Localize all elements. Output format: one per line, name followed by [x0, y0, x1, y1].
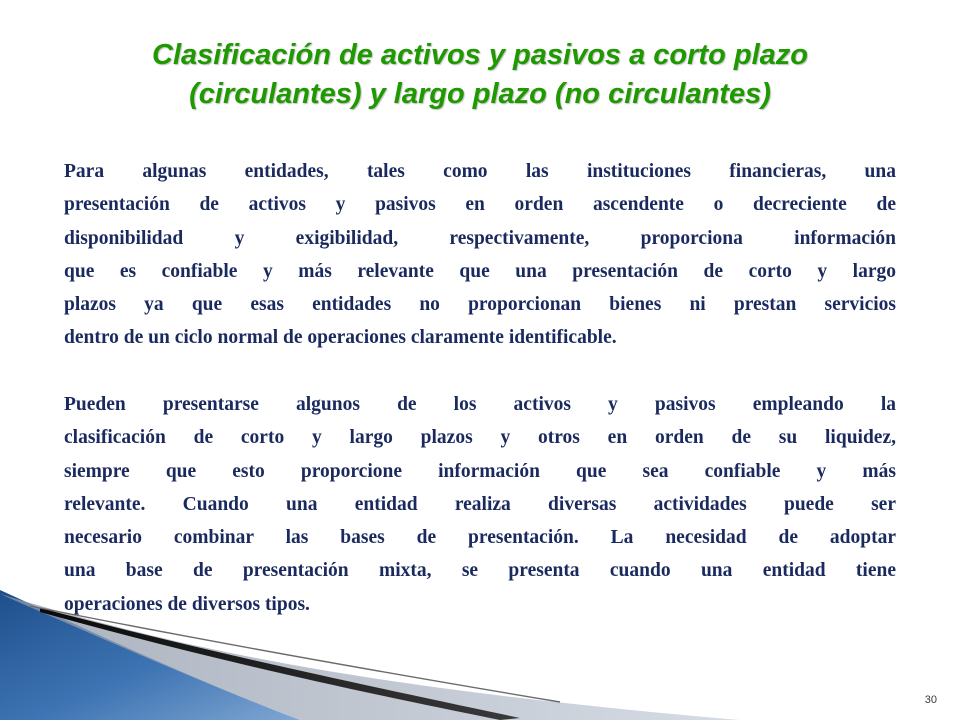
- paragraph-2-line: operaciones de diversos tipos.: [64, 593, 310, 615]
- slide-title: [70, 36, 890, 114]
- paragraph-1-line: plazos ya que esas entidades no proporcionan bienes ni prestan servicios: [64, 294, 896, 316]
- paragraph-1-line: dentro de un ciclo normal de operaciones claramente identificable.: [64, 327, 617, 349]
- paragraph-1-line: que es confiable y más relevante que una presentación de corto y largo: [64, 260, 896, 282]
- paragraph-2-line: una base de presentación mixta, se presenta cuando una entidad tiene: [64, 560, 896, 582]
- paragraph-2-line: relevante. Cuando una entidad realiza diversas actividades puede ser: [64, 493, 896, 515]
- paragraph-2-line: Pueden presentarse algunos de los activos y pasivos empleando la: [64, 394, 896, 415]
- paragraph-2: [64, 388, 896, 621]
- corner-swoosh-decoration: [0, 590, 960, 720]
- paragraph-2-line: clasificación de corto y largo plazos y otros en orden de su liquidez,: [64, 427, 896, 449]
- page-number: 30: [924, 694, 937, 706]
- paragraph-1-line: Para algunas entidades, tales como las instituciones financieras, una: [64, 161, 896, 182]
- paragraph-2-line: siempre que esto proporcione información que sea confiable y más: [64, 460, 896, 482]
- title-line-1: Clasificación de activos y pasivos a corto plazo: [152, 39, 808, 71]
- title-line-2: (circulantes) y largo plazo (no circulantes): [189, 78, 771, 110]
- paragraph-1-line: disponibilidad y exigibilidad, respectivamente, proporciona información: [64, 227, 896, 249]
- paragraph-1-line: presentación de activos y pasivos en orden ascendente o decreciente de: [64, 194, 896, 216]
- paragraph-1: [64, 155, 896, 355]
- paragraph-2-line: necesario combinar las bases de presentación. La necesidad de adoptar: [64, 527, 896, 549]
